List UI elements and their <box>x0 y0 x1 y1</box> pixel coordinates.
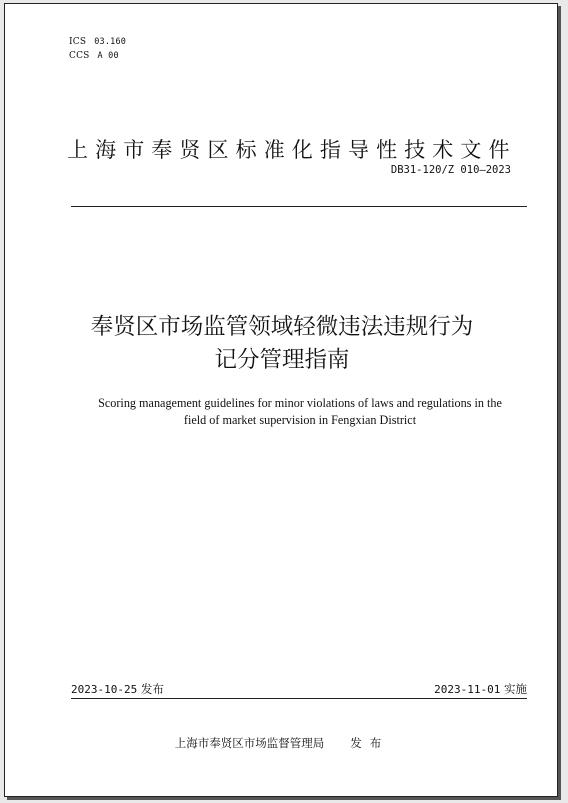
issuer-name: 上海市奉贤区市场监督管理局 <box>174 736 325 750</box>
document-page <box>4 3 558 797</box>
bottom-divider <box>71 698 527 699</box>
publish-date-value: 2023-10-25 <box>71 683 138 696</box>
issuer-line <box>5 735 559 751</box>
ccs-label: CCS <box>69 51 90 61</box>
ics-value: 03.160 <box>94 37 127 47</box>
effective-date <box>434 681 527 697</box>
ics-label: ICS <box>69 37 87 47</box>
document-number: DB31-120/Z 010—2023 <box>390 164 511 176</box>
publish-label: 发布 <box>140 682 164 696</box>
chinese-title-line1: 奉贤区市场监管领域轻微违法违规行为 <box>90 314 474 340</box>
ccs-value: A 00 <box>97 51 119 61</box>
english-title-line2: field of market supervision in Fengxian District <box>183 413 417 427</box>
english-title-line1: Scoring management guidelines for minor violations of laws and regulations in the <box>98 396 502 410</box>
ics-code <box>69 37 126 47</box>
document-type-heading: 上海市奉贤区标准化指导性技术文件 <box>67 138 517 162</box>
issuer-verb: 发布 <box>350 736 390 750</box>
english-title <box>75 395 525 429</box>
top-divider <box>71 206 527 207</box>
effective-label: 实施 <box>504 682 527 696</box>
chinese-title <box>45 311 519 377</box>
effective-date-value: 2023-11-01 <box>434 683 501 696</box>
publish-date <box>71 681 164 697</box>
chinese-title-line2: 记分管理指南 <box>214 347 350 373</box>
ccs-code <box>69 51 119 61</box>
